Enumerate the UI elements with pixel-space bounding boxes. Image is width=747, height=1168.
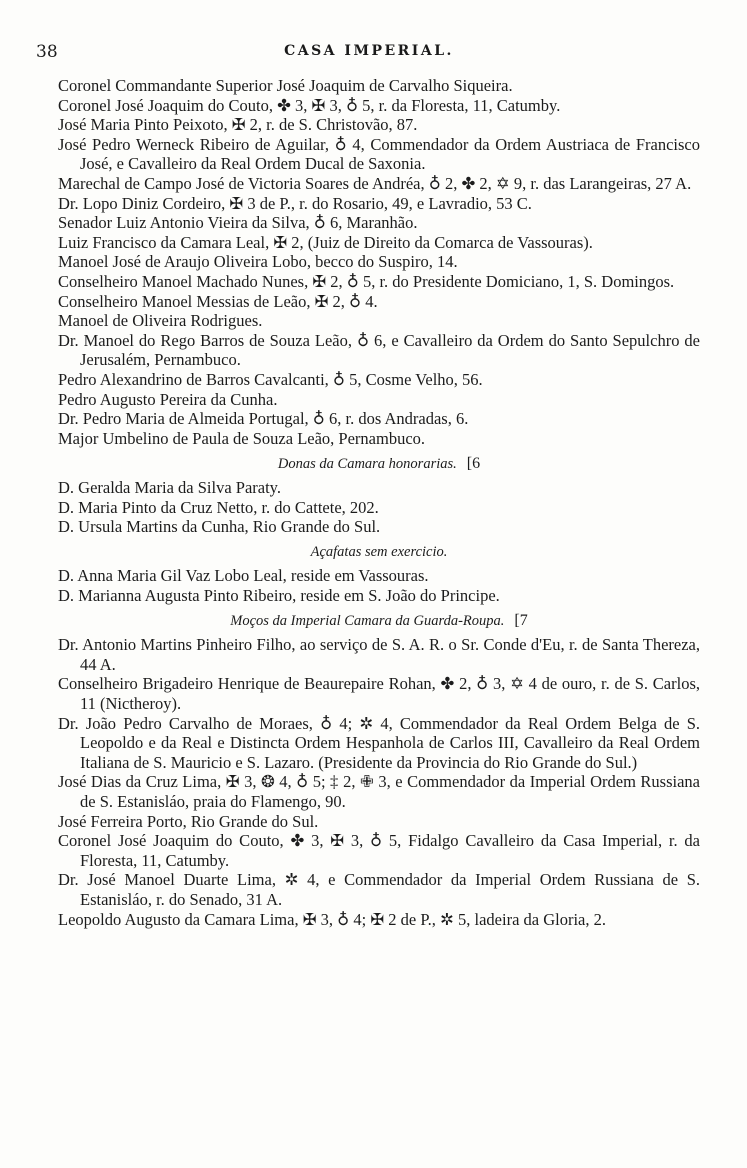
list-entry: Pedro Alexandrino de Barros Cavalcanti, ♁ 5, Cosme Velho, 56. [58, 369, 483, 389]
section-title-text: Donas da Camara honorarias. [277, 456, 457, 473]
list-entry: D. Anna Maria Gil Vaz Lobo Leal, reside em Vassouras. [58, 566, 429, 586]
running-head: CASA IMPERIAL. [284, 43, 454, 59]
page-number: 38 [36, 42, 58, 62]
list-entry: Dr. José Manoel Duarte Lima, ✲ 4, e Commendador da Imperial Ordem Russiana de S. Estanisláo, r. do Senado, 31 A. [58, 870, 700, 909]
list-entry: Luiz Francisco da Camara Leal, ✠ 2, (Juiz de Direito da Comarca de Vassouras). [58, 232, 593, 252]
list-entry: Conselheiro Manoel Machado Nunes, ✠ 2, ♁ 5, r. do Presidente Domiciano, 1, S. Domingos. [58, 271, 675, 291]
list-entry: D. Geralda Maria da Silva Paraty. [58, 478, 281, 498]
list-entry: Conselheiro Manoel Messias de Leão, ✠ 2, ♁ 4. [58, 291, 378, 311]
page-content [58, 76, 700, 929]
list-entry: Senador Luiz Antonio Vieira da Silva, ♁ 6, Maranhão. [58, 213, 418, 233]
list-entry: Dr. Manoel do Rego Barros de Souza Leão, ♁ 6, e Cavalleiro da Ordem do Santo Sepulchro de Jerusalém, Pernambuco. [58, 330, 700, 370]
list-entry: Dr. Antonio Martins Pinheiro Filho, ao serviço de S. A. R. o Sr. Conde d'Eu, r. de Santa Thereza, 44 A. [58, 635, 700, 674]
list-entry: José Pedro Werneck Ribeiro de Aguilar, ♁ 4, Commendador da Ordem Austriaca de Francisco José, e Cavalleiro da Real Ordem Ducal de Saxonia. [58, 134, 700, 174]
list-entry: Coronel José Joaquim do Couto, ✤ 3, ✠ 3, ♁ 5, r. da Floresta, 11, Catumby. [58, 95, 561, 115]
section-title-text: Açafatas sem exercicio. [310, 544, 448, 561]
list-entry: Dr. João Pedro Carvalho de Moraes, ♁ 4; ✲ 4, Commendador da Real Ordem Belga de S. Leopoldo e da Real e Distincta Ordem Hespanhola de Carlos III, Cavalleiro da Real Ordem Italiana de S. Mauricio e S. Lazaro. (Presidente da Provincia do Rio Grande do Sul.) [58, 713, 700, 772]
section-title-donas [58, 454, 700, 474]
list-entry: D. Ursula Martins da Cunha, Rio Grande do Sul. [58, 517, 381, 537]
list-entry: Manoel José de Araujo Oliveira Lobo, becco do Suspiro, 14. [58, 252, 458, 272]
list-entry: Leopoldo Augusto da Camara Lima, ✠ 3, ♁ 4; ✠ 2 de P., ✲ 5, ladeira da Gloria, 2. [58, 909, 606, 929]
list-entry: D. Marianna Augusta Pinto Ribeiro, reside em S. João do Principe. [58, 585, 500, 605]
list-entry: Conselheiro Brigadeiro Henrique de Beaurepaire Rohan, ✤ 2, ♁ 3, ✡ 4 de ouro, r. de S. Carlos, 11 (Nictheroy). [58, 674, 700, 714]
list-entry: Coronel Commandante Superior José Joaquim de Carvalho Siqueira. [58, 76, 513, 95]
list-entry: Dr. Pedro Maria de Almeida Portugal, ♁ 6, r. dos Andradas, 6. [58, 409, 469, 429]
list-entry: Major Umbelino de Paula de Souza Leão, Pernambuco. [58, 428, 426, 448]
section-title-text: Moços da Imperial Camara da Guarda-Roupa. [230, 613, 505, 630]
section-count: [7 [514, 612, 528, 630]
section-count: [6 [466, 455, 481, 473]
list-entry: José Maria Pinto Peixoto, ✠ 2, r. de S. Christovão, 87. [58, 115, 418, 135]
section-title-mocos [58, 611, 700, 631]
list-entry: Pedro Augusto Pereira da Cunha. [58, 389, 278, 409]
list-entry: Dr. Lopo Diniz Cordeiro, ✠ 3 de P., r. do Rosario, 49, e Lavradio, 53 C. [58, 193, 532, 213]
list-entry: D. Maria Pinto da Cruz Netto, r. do Cattete, 202. [58, 497, 379, 517]
section-title-acafatas [58, 543, 700, 562]
list-entry: José Dias da Cruz Lima, ✠ 3, ❂ 4, ♁ 5; ‡ 2, ✙ 3, e Commendador da Imperial Ordem Russiana de S. Estanisláo, praia do Flamengo, 90. [58, 772, 700, 811]
list-entry: Coronel José Joaquim do Couto, ✤ 3, ✠ 3, ♁ 5, Fidalgo Cavalleiro da Casa Imperial, r. da Floresta, 11, Catumby. [58, 831, 700, 870]
list-entry: José Ferreira Porto, Rio Grande do Sul. [58, 811, 319, 831]
list-entry: Manoel de Oliveira Rodrigues. [58, 311, 263, 331]
page-header [36, 42, 702, 68]
list-entry: Marechal de Campo José de Victoria Soares de Andréa, ♁ 2, ✤ 2, ✡ 9, r. das Larangeiras, 27 A. [58, 173, 692, 193]
